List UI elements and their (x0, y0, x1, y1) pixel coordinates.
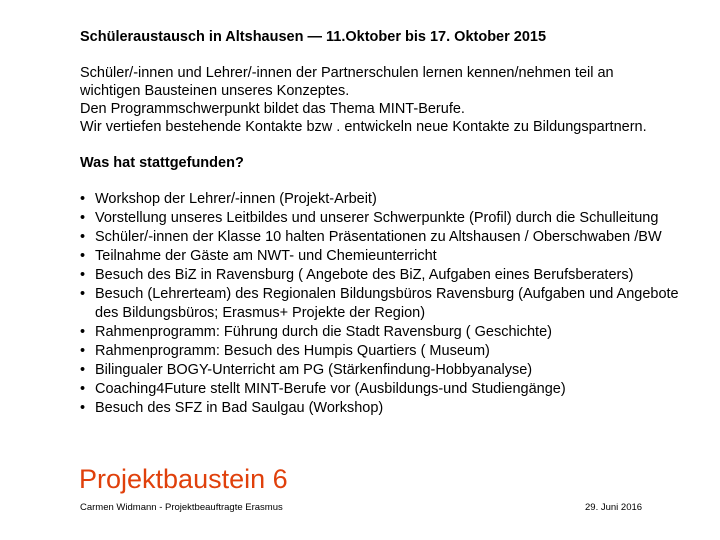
slide-content (80, 28, 700, 418)
intro-line: Den Programmschwerpunkt bildet das Thema MINT-Berufe. (80, 101, 465, 117)
intro-paragraph (80, 64, 700, 136)
footer-date: 29. Juni 2016 (585, 502, 643, 513)
list-item: • Teilnahme der Gäste am NWT- und Chemieunterricht (80, 247, 700, 266)
list-item: • Vorstellung unseres Leitbildes und unserer Schwerpunkte (Profil) durch die Schulleitung (80, 209, 700, 228)
list-item: • Schüler/-innen der Klasse 10 halten Präsentationen zu Altshausen / Oberschwaben /BW (80, 228, 700, 247)
list-item: • Rahmenprogramm: Führung durch die Stadt Ravensburg ( Geschichte) (80, 323, 700, 342)
slide-title: Projektbaustein 6 (79, 464, 288, 494)
intro-line: Wir vertiefen bestehende Kontakte bzw . entwickeln neue Kontakte zu Bildungspartnern. (80, 119, 647, 135)
list-item: • Coaching4Future stellt MINT-Berufe vor (Ausbildungs-und Studiengänge) (80, 380, 700, 399)
section-subheading: Was hat stattgefunden? (80, 155, 244, 171)
activity-list (80, 190, 700, 418)
list-item: • Besuch des BiZ in Ravensburg ( Angebote des BiZ, Aufgaben eines Berufsberaters) (80, 266, 700, 285)
list-item: • Bilingualer BOGY-Unterricht am PG (Stärkenfindung-Hobbyanalyse) (80, 361, 700, 380)
slide-heading: Schüleraustausch in Altshausen — 11.Oktober bis 17. Oktober 2015 (80, 29, 547, 45)
list-item: • Rahmenprogramm: Besuch des Humpis Quartiers ( Museum) (80, 342, 700, 361)
list-item: • Workshop der Lehrer/-innen (Projekt-Arbeit) (80, 190, 700, 209)
list-item: • Besuch des SFZ in Bad Saulgau (Workshop) (80, 399, 700, 418)
intro-line: Schüler/-innen und Lehrer/-innen der Partnerschulen lernen kennen/nehmen teil an (80, 65, 614, 81)
footer-author: Carmen Widmann - Projektbeauftragte Erasmus (80, 502, 283, 513)
list-item: • Besuch (Lehrerteam) des Regionalen Bildungsbüros Ravensburg (Aufgaben und Angebote des Bildungsbüros; Erasmus+ Projekte der Region) (80, 285, 700, 323)
intro-line: wichtigen Bausteinen unseres Konzeptes. (80, 83, 350, 99)
